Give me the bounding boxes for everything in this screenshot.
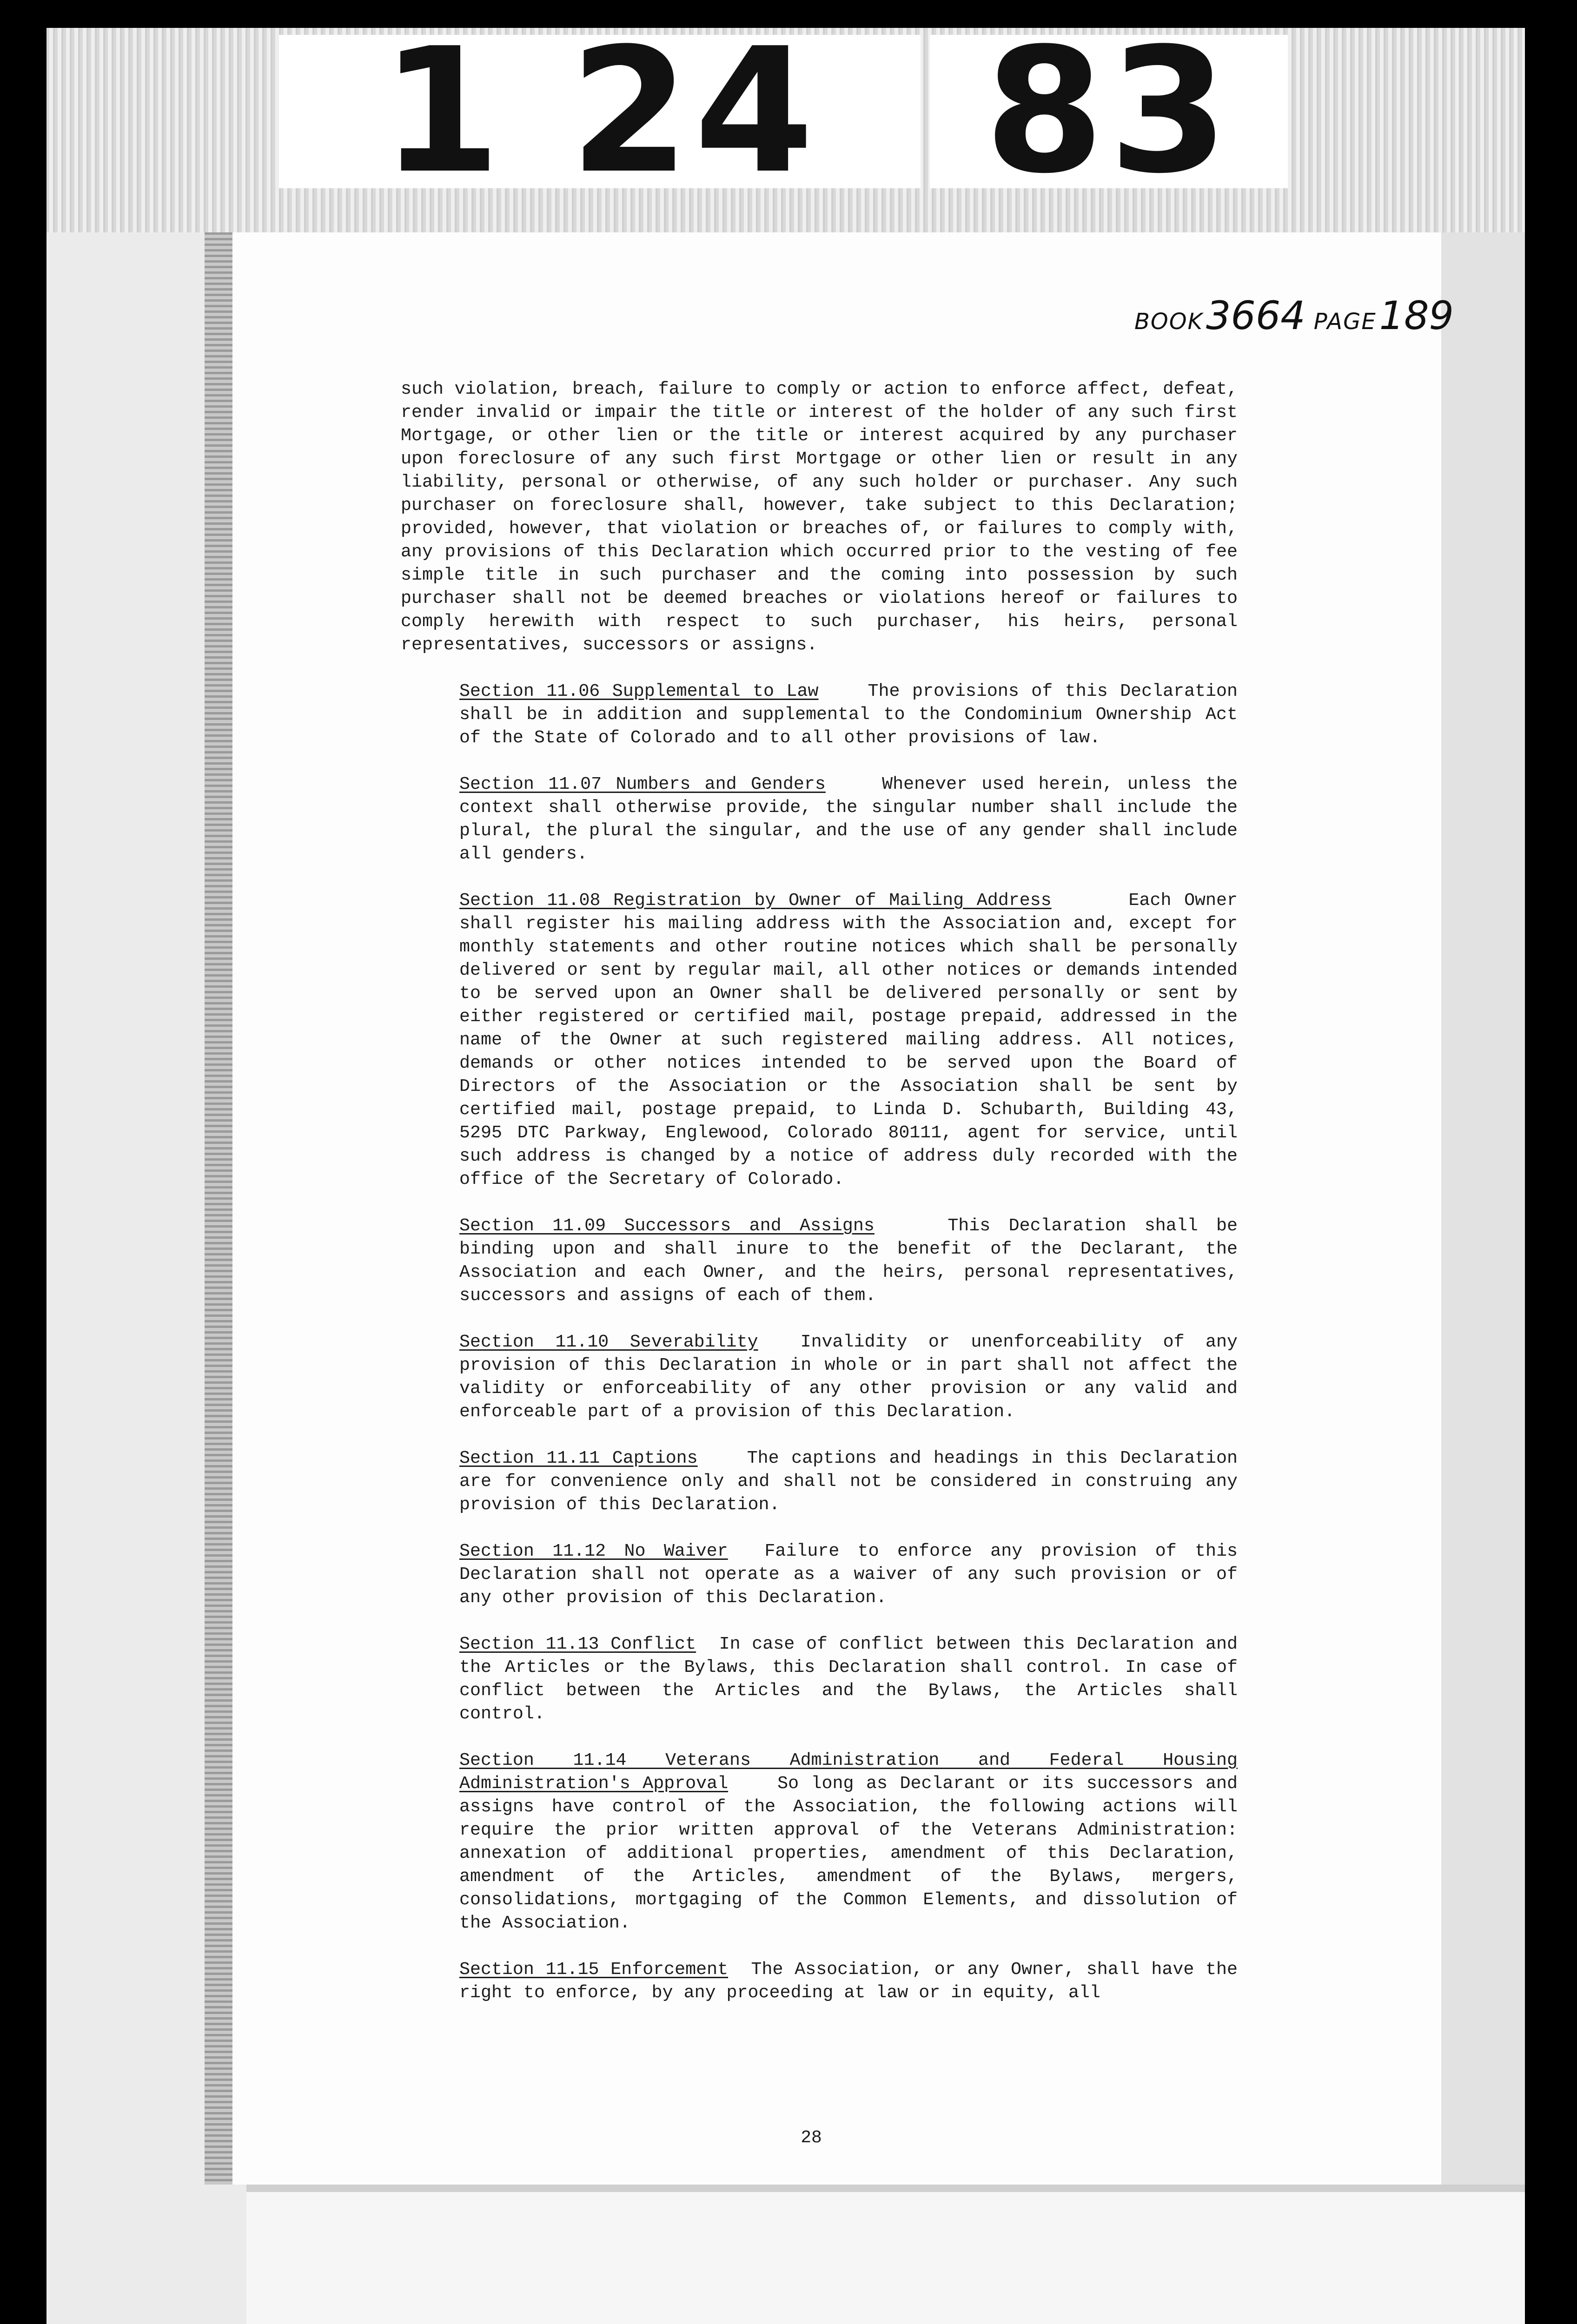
section-heading: Section 11.10 Severability — [459, 1332, 758, 1352]
section-11-07 — [401, 772, 1238, 865]
section-11-14 — [401, 1749, 1238, 1934]
section-text: The captions and headings in this Declaration are for convenience only and shall not be considered in construing any provision of this Declaration. — [459, 1448, 1238, 1515]
section-11-13 — [401, 1632, 1238, 1725]
section-heading: Section 11.14 Veterans Administration and Federal Housing Administration's Approval — [459, 1750, 1238, 1794]
section-text: This Declaration shall be binding upon and shall inure to the benefit of the Declarant, the Association and each Owner, and the heirs, personal representatives, successors and assigns of each of them. — [459, 1215, 1238, 1306]
scan-right-margin — [1441, 232, 1525, 2185]
page-ref-number: 189 — [1379, 293, 1454, 338]
section-text: Whenever used herein, unless the context shall otherwise provide, the singular number shall include the plural, the plural the singular, and the use of any gender shall include all genders. — [459, 774, 1238, 864]
book-page-reference — [1134, 293, 1462, 338]
document-body — [401, 377, 1238, 2027]
section-11-10 — [401, 1330, 1238, 1423]
section-text: Each Owner shall register his mailing address with the Association and, except for monthly statements and other routine notices which shall be personally delivered or sent by regular mail, all other notices or demands intended to be served upon an Owner shall be delivered personally or sent by either registered or certified mail, postage prepaid, addressed in the name of the Owner at such registered mailing address. All notices, demands or other notices intended to be served upon the Board of Directors of the Association or the Association shall be sent by certified mail, postage prepaid, to Linda D. Schubarth, Building 43, 5295 DTC Parkway, Englewood, Colorado 80111, agent for service, until such address is changed by a notice of address duly recorded with the office of the Secretary of Colorado. — [459, 890, 1238, 1189]
section-11-08 — [401, 889, 1238, 1191]
section-text: In case of conflict between this Declaration and the Articles or the Bylaws, this Declaration shall control. In case of conflict between the Articles and the Bylaws, the Articles shall control. — [459, 1634, 1238, 1724]
section-11-06 — [401, 680, 1238, 749]
section-heading: Section 11.12 No Waiver — [459, 1541, 728, 1561]
book-label: BOOK — [1134, 309, 1203, 335]
recording-stamp-part2: 83 — [930, 35, 1288, 188]
section-text: Invalidity or unenforceability of any provision of this Declaration in whole or in part shall not affect the validity or enforceability of any other provision or any valid and enforceable part of a provision of this Declaration. — [459, 1332, 1238, 1422]
section-heading: Section 11.09 Successors and Assigns — [459, 1215, 875, 1236]
section-heading: Section 11.08 Registration by Owner of Mailing Address — [459, 890, 1052, 911]
page-label: PAGE — [1313, 309, 1377, 335]
section-11-09 — [401, 1214, 1238, 1307]
book-number: 3664 — [1206, 293, 1305, 338]
section-11-11 — [401, 1446, 1238, 1516]
scan-left-edge — [205, 232, 232, 2185]
recording-stamp-part1: 1 24 — [279, 35, 921, 188]
section-text: The provisions of this Declaration shall be in addition and supplemental to the Condominium Ownership Act of the State of Colorado and to all other provisions of law. — [459, 681, 1238, 748]
section-11-15 — [401, 1958, 1238, 2004]
section-heading: Section 11.13 Conflict — [459, 1634, 696, 1654]
page-number: 28 — [801, 2128, 822, 2148]
section-heading: Section 11.11 Captions — [459, 1448, 698, 1468]
section-heading: Section 11.07 Numbers and Genders — [459, 774, 826, 794]
section-11-12 — [401, 1539, 1238, 1609]
continuation-paragraph: such violation, breach, failure to comply or action to enforce affect, defeat, render invalid or impair the title or interest of the holder of any such first Mortgage, or other lien or the title or interest acquired by any purchaser upon foreclosure of any such first Mortgage or other lien or result in any liability, personal or otherwise, of any such holder or purchaser. Any such purchaser on foreclosure shall, however, take subject to this Declaration; provided, however, that violation or breaches of, or failures to comply with, any provisions of this Declaration which occurred prior to the vesting of fee simple title in such purchaser and the coming into possession by such purchaser shall not be deemed breaches or violations hereof or failures to comply herewith with respect to such purchaser, his heirs, personal representatives, successors or assigns. — [401, 379, 1238, 655]
section-text: Failure to enforce any provision of this Declaration shall not operate as a waiver of any such provision or of any other provision of this Declaration. — [459, 1541, 1238, 1608]
section-text: So long as Declarant or its successors and assigns have control of the Association, the following actions will require the prior written approval of the Veterans Administration: annexation of additional properties, amendment of this Declaration, amendment of the Articles, amendment of the Bylaws, mergers, consolidations, mortgaging of the Common Elements, and dissolution of the Association. — [459, 1773, 1238, 1933]
scan-lower-area — [246, 2185, 1525, 2324]
section-heading: Section 11.06 Supplemental to Law — [459, 681, 819, 701]
section-text: The Association, or any Owner, shall have the right to enforce, by any proceeding at law or in equity, all — [459, 1959, 1238, 2003]
section-heading: Section 11.15 Enforcement — [459, 1959, 729, 1980]
